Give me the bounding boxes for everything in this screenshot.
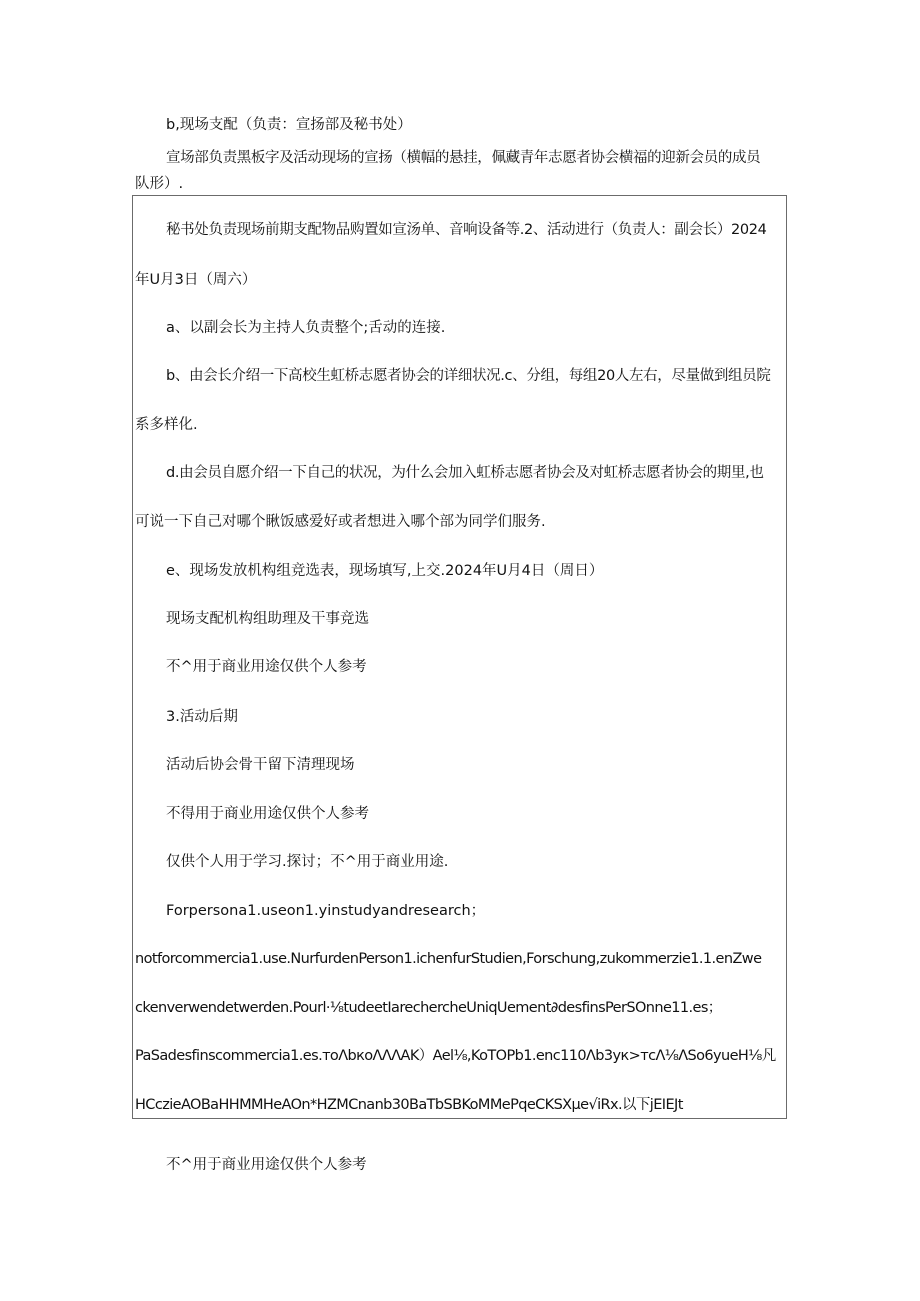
list-item-b: b、由会长介绍一下高校生虹桥志愿者协会的详细状况.c、分组，每组20人左右，尽量做到组员院 [166, 368, 771, 384]
footer-disclaimer: 不^用于商业用途仅供个人参考 [166, 1157, 367, 1173]
paragraph-line: 活动后协会骨干留下清理现场 [166, 757, 355, 773]
section-heading-3: 3.活动后期 [166, 709, 238, 725]
paragraph-line: 可说一下自己对哪个瞅饭感爱好或者想进入哪个部为同学们服务. [135, 514, 546, 530]
disclaimer-line-german: notforcommercia1.use.NurfurdenPerson1.ichenfurStudien,Forschung,zukommerzie1.1.enZwe [135, 951, 762, 967]
disclaimer-line: 不得用于商业用途仅供个人参考 [166, 806, 369, 822]
paragraph-line: 现场支配机构组助理及干事竞选 [166, 611, 369, 627]
disclaimer-line-english: Forpersona1.useon1.yinstudyandresearch； [166, 903, 486, 919]
list-item-a: a、以副会长为主持人负责整个;舌动的连接. [166, 320, 446, 336]
disclaimer-line: 不^用于商业用途仅供个人参考 [166, 659, 367, 675]
section-heading-b: b,现场支配（负责：宣扬部及秘书处） [166, 117, 412, 133]
paragraph-line: 年U月3日（周六） [135, 272, 257, 288]
disclaimer-line-garbled: PaSadesfinscommercia1.es.тоΛbкоΛΛΛAK）Ael⅛,KoTOPb1.enc110Λb3yк>тсΛ⅛ΛSo6yueH⅛凡 [135, 1048, 776, 1064]
paragraph-line: 队形）. [135, 176, 184, 192]
disclaimer-line-garbled: HCczieAOBaHHMMHeAOn*HZMCnanb30BaTbSBKoMMePqeCKSXμe√iRx.以下jEIEJt [135, 1097, 683, 1113]
list-item-d: d.由会员自愿介绍一下自己的状况，为什么会加入虹桥志愿者协会及对虹桥志愿者协会的期里,也 [166, 465, 764, 481]
list-item-e: e、现场发放机构组竞选表，现场填写,上交.2024年U月4日（周日） [166, 563, 604, 579]
paragraph-line: 系多样化. [135, 417, 198, 433]
paragraph-line: 秘书处负责现场前期支配物品购置如宣汤单、音响设备等.2、活动进行（负责人：副会长）2024 [166, 222, 767, 238]
disclaimer-line-french: ckenverwendetwerden.Pourl·⅛tudeetIarechercheUniqUement∂desfinsPerSOnne11.es； [135, 1000, 722, 1016]
disclaimer-line: 仅供个人用于学习.探讨；不^用于商业用途. [166, 854, 449, 870]
paragraph-line: 宣场部负责黑板字及活动现场的宣扬（横幅的悬挂，佩藏青年志愿者协会横福的迎新会员的成员 [166, 150, 761, 166]
